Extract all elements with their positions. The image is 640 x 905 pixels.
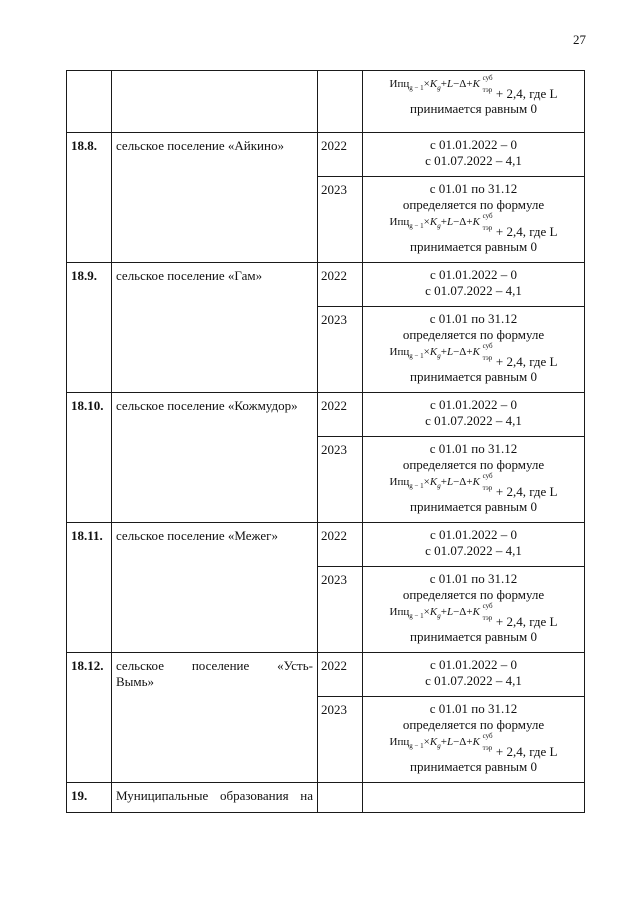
municipality-name: сельское поселение «Айкино» <box>112 133 318 263</box>
formula-tail: + 2,4, где L <box>495 484 558 499</box>
rule-line: с 01.07.2022 – 4,1 <box>425 283 522 298</box>
tariff-table <box>66 70 585 813</box>
row-number: 18.11. <box>67 523 112 653</box>
rule-cell <box>363 437 585 523</box>
formula-tail: + 2,4, где L <box>495 224 558 239</box>
table-row <box>67 393 585 437</box>
formula: $Ипц_{g - 1}\times K_g+L-\Delta+K$ суб тэр <box>389 602 493 622</box>
rule-line: с 01.01.2022 – 0 <box>429 657 518 672</box>
zero-note: принимается равным 0 <box>410 499 537 514</box>
rule-line: с 01.07.2022 – 4,1 <box>425 153 522 168</box>
municipality-name: сельское поселение «Гам» <box>112 263 318 393</box>
rule-cell <box>363 263 585 307</box>
formula-line <box>367 603 580 629</box>
table-row <box>67 783 585 813</box>
rule-cell <box>363 567 585 653</box>
rule-line: определяется по формуле <box>402 457 545 472</box>
rule-cell <box>363 783 585 813</box>
rule-line: определяется по формуле <box>402 327 545 342</box>
year-cell: 2022 <box>318 653 363 697</box>
rule-cell <box>363 523 585 567</box>
zero-note: принимается равным 0 <box>410 759 537 774</box>
municipality-name <box>112 653 318 783</box>
rule-cell <box>363 393 585 437</box>
formula-line <box>367 75 580 101</box>
zero-note: принимается равным 0 <box>410 629 537 644</box>
rule-line: с 01.01 по 31.12 <box>429 181 518 196</box>
formula-tail: + 2,4, где L <box>495 744 558 759</box>
formula: $Ипц_{g - 1}\times K_g+L-\Delta+K$ суб тэр <box>389 212 493 232</box>
rule-line: с 01.07.2022 – 4,1 <box>425 413 522 428</box>
rule-line: с 01.01 по 31.12 <box>429 571 518 586</box>
rule-cell <box>363 307 585 393</box>
formula-tail: + 2,4, где L <box>495 614 558 629</box>
year-cell: 2022 <box>318 133 363 177</box>
row-number <box>67 71 112 133</box>
year-cell: 2022 <box>318 263 363 307</box>
formula-tail: + 2,4, где L <box>495 354 558 369</box>
rule-line: определяется по формуле <box>402 717 545 732</box>
municipality-name-line: Муниципальные образования на <box>116 788 313 803</box>
rule-line: с 01.07.2022 – 4,1 <box>425 543 522 558</box>
year-cell: 2023 <box>318 697 363 783</box>
rule-line: с 01.01 по 31.12 <box>429 311 518 326</box>
municipality-name <box>112 783 318 813</box>
rule-cell <box>363 653 585 697</box>
year-cell: 2023 <box>318 437 363 523</box>
formula-line <box>367 213 580 239</box>
formula-line <box>367 473 580 499</box>
zero-note: принимается равным 0 <box>410 369 537 384</box>
row-number: 19. <box>67 783 112 813</box>
table-row <box>67 71 585 133</box>
municipality-name <box>112 71 318 133</box>
formula: $Ипц_{g - 1}\times K_g+L-\Delta+K$ суб тэр <box>389 342 493 362</box>
table-row <box>67 133 585 177</box>
rule-cell <box>363 71 585 133</box>
rule-line: с 01.01 по 31.12 <box>429 701 518 716</box>
municipality-name: сельское поселение «Кожмудор» <box>112 393 318 523</box>
rule-line: с 01.01.2022 – 0 <box>429 267 518 282</box>
year-cell: 2023 <box>318 307 363 393</box>
zero-note: принимается равным 0 <box>410 239 537 254</box>
rule-cell <box>363 133 585 177</box>
rule-line: с 01.01.2022 – 0 <box>429 397 518 412</box>
table-row <box>67 523 585 567</box>
rule-line: с 01.01 по 31.12 <box>429 441 518 456</box>
municipality-name-line: Вымь» <box>116 674 155 689</box>
year-cell <box>318 783 363 813</box>
formula: $Ипц_{g - 1}\times K_g+L-\Delta+K$ суб тэр <box>389 472 493 492</box>
formula-tail: + 2,4, где L <box>495 86 558 101</box>
municipality-name-line: сельское поселение «Усть- <box>116 658 313 673</box>
formula: $Ипц_{g - 1}\times K_g+L-\Delta+K$ суб тэр <box>389 732 493 752</box>
rule-cell <box>363 177 585 263</box>
rule-cell <box>363 697 585 783</box>
municipality-name: сельское поселение «Межег» <box>112 523 318 653</box>
year-cell <box>318 71 363 133</box>
row-number: 18.9. <box>67 263 112 393</box>
year-cell: 2022 <box>318 523 363 567</box>
row-number: 18.8. <box>67 133 112 263</box>
row-number: 18.10. <box>67 393 112 523</box>
rule-line: с 01.07.2022 – 4,1 <box>425 673 522 688</box>
rule-line: с 01.01.2022 – 0 <box>429 137 518 152</box>
formula-line <box>367 733 580 759</box>
formula-line <box>367 343 580 369</box>
table-row <box>67 653 585 697</box>
table-row <box>67 263 585 307</box>
page-number: 27 <box>573 32 586 47</box>
rule-line: определяется по формуле <box>402 587 545 602</box>
rule-line: определяется по формуле <box>402 197 545 212</box>
year-cell: 2023 <box>318 567 363 653</box>
rule-line: с 01.01.2022 – 0 <box>429 527 518 542</box>
zero-note: принимается равным 0 <box>410 101 537 116</box>
formula: $Ипц_{g - 1}\times K_g+L-\Delta+K$ суб тэр <box>389 74 493 94</box>
year-cell: 2022 <box>318 393 363 437</box>
year-cell: 2023 <box>318 177 363 263</box>
row-number: 18.12. <box>67 653 112 783</box>
